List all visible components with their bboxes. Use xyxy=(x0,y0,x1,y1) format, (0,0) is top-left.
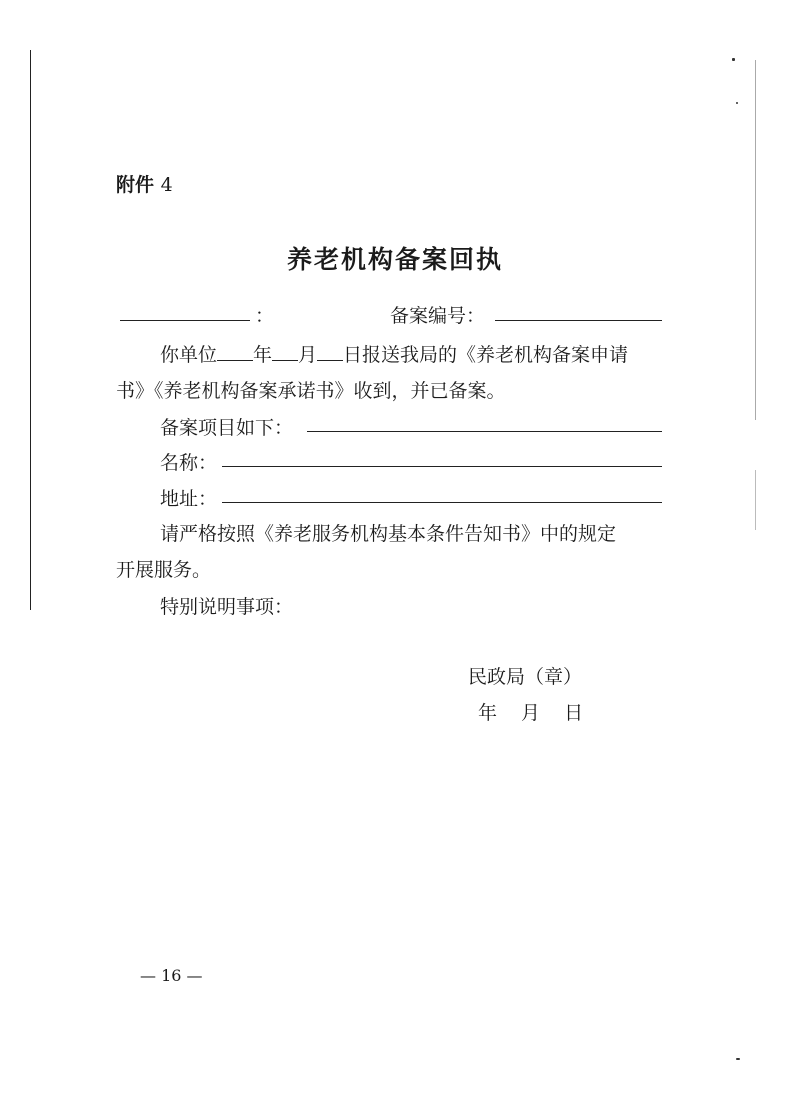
service-paragraph-line2: 开展服务。 xyxy=(116,559,212,581)
scan-speck xyxy=(732,58,735,61)
addressee-colon: ： xyxy=(255,305,275,327)
filing-items-blank xyxy=(307,431,662,432)
day-rest-text: 日报送我局的《养老机构备案申请 xyxy=(343,344,629,366)
name-label: 名称： xyxy=(160,452,218,474)
address-blank xyxy=(222,502,662,503)
special-notes-label: 特别说明事项： xyxy=(160,596,294,618)
page-number: — 16 — xyxy=(140,966,203,985)
scan-edge-right-lower xyxy=(755,470,756,530)
receipt-paragraph-line2: 书》《养老机构备案承诺书》收到，并已备案。 xyxy=(116,380,506,402)
unit-text: 你单位 xyxy=(160,344,218,366)
scan-speck xyxy=(736,1058,740,1060)
attachment-label: 附件 4 xyxy=(116,174,173,196)
signature-date: 年 月 日 xyxy=(478,702,584,724)
addressee-blank xyxy=(120,320,250,321)
scan-edge-left xyxy=(30,50,31,610)
page-title: 养老机构备案回执 xyxy=(286,245,503,274)
day-blank xyxy=(317,360,343,361)
bureau-seal-label: 民政局（章） xyxy=(468,666,583,688)
scan-speck xyxy=(736,102,738,104)
filing-number-blank xyxy=(495,320,662,321)
name-blank xyxy=(222,466,662,467)
year-text: 年 xyxy=(253,344,273,366)
filing-number-label: 备案编号： xyxy=(390,305,486,327)
address-label: 地址： xyxy=(160,488,218,510)
month-blank xyxy=(272,360,298,361)
service-paragraph-line1: 请严格按照《养老服务机构基本条件告知书》中的规定 xyxy=(160,523,617,545)
filing-items-label: 备案项目如下： xyxy=(160,417,294,439)
month-text: 月 xyxy=(298,344,318,366)
year-blank xyxy=(217,360,253,361)
receipt-paragraph-line1 xyxy=(160,340,628,367)
